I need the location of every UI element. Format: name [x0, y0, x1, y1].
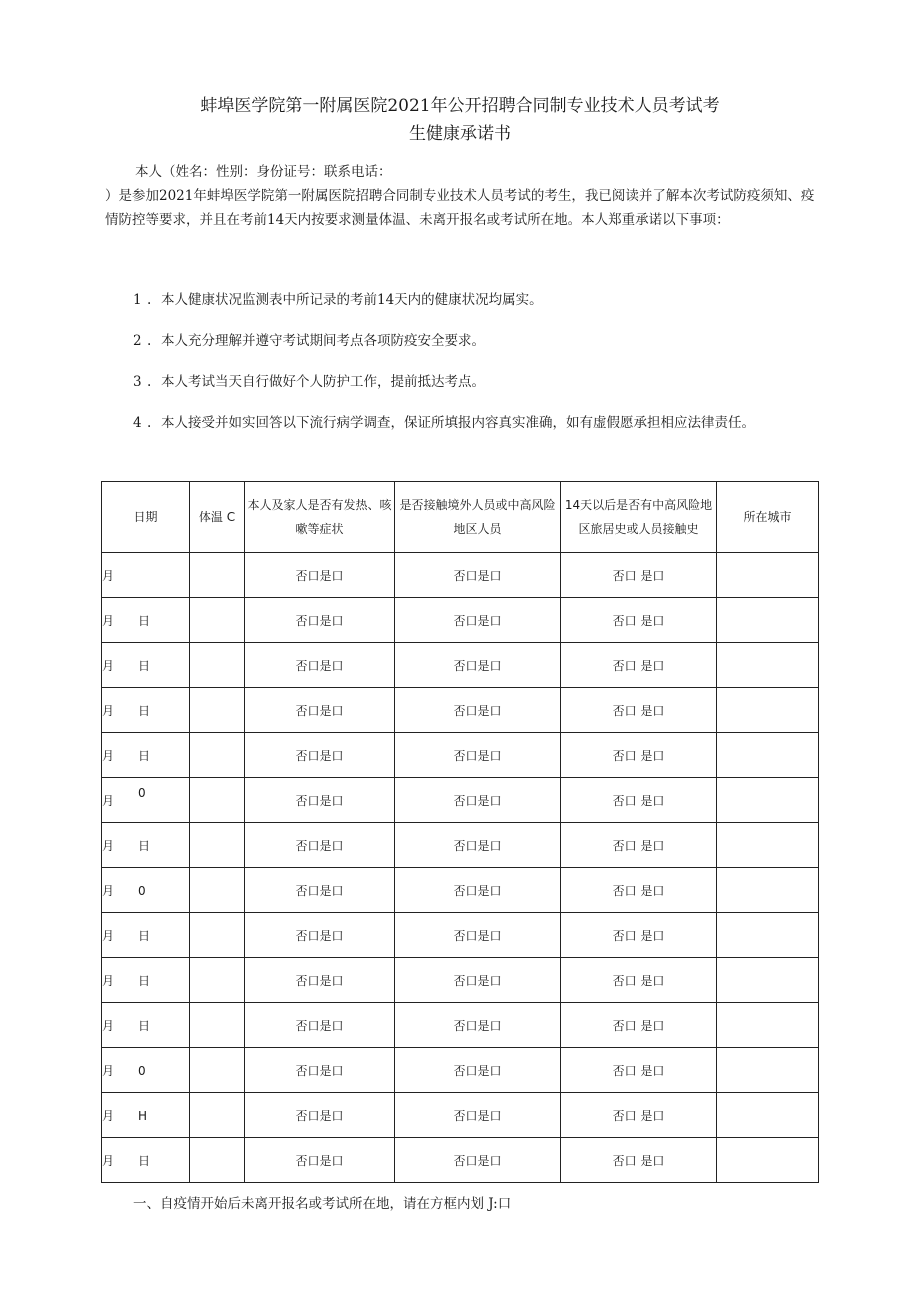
day-label: 日 [138, 1018, 151, 1033]
pledge-item-number: 2 [133, 333, 142, 349]
city-cell[interactable] [717, 1138, 819, 1183]
travel-history-choice[interactable]: 否口 是口 [561, 643, 717, 688]
contact-choice[interactable]: 否口是口 [395, 688, 561, 733]
table-row [102, 913, 819, 958]
symptoms-choice[interactable]: 否口是口 [245, 823, 395, 868]
symptoms-choice[interactable]: 否口是口 [245, 1093, 395, 1138]
day-label: 日 [138, 838, 151, 853]
symptoms-choice[interactable]: 否口是口 [245, 913, 395, 958]
header-symptoms: 本人及家人是否有发热、咳嗽等症状 [245, 482, 395, 553]
table-row [102, 1003, 819, 1048]
day-label: 0 [138, 1063, 146, 1078]
day-label: 日 [138, 1153, 151, 1168]
travel-history-choice[interactable]: 否口 是口 [561, 913, 717, 958]
month-label: 月 [102, 928, 115, 943]
month-label: 月 [102, 568, 115, 583]
month-label: 月 [102, 883, 115, 898]
header-contact: 是否接触境外人员或中高风险地区人员 [395, 482, 561, 553]
day-label: 日 [138, 748, 151, 763]
health-monitoring-table [101, 481, 819, 1183]
symptoms-choice[interactable]: 否口是口 [245, 688, 395, 733]
contact-choice[interactable]: 否口是口 [395, 913, 561, 958]
month-label: 月 [102, 1018, 115, 1033]
travel-history-choice[interactable]: 否口 是口 [561, 733, 717, 778]
contact-choice[interactable]: 否口是口 [395, 1003, 561, 1048]
city-cell[interactable] [717, 553, 819, 598]
month-label: 月 [102, 973, 115, 988]
pledge-item-4: 4 . 本人接受并如实回答以下流行病学调查，保证所填报内容真实准确，如有虚假愿承担相应法律责任。 [133, 411, 823, 435]
month-label: 月 [102, 658, 115, 673]
day-label: 日 [138, 658, 151, 673]
month-label: 月 [102, 613, 115, 628]
city-cell[interactable] [717, 688, 819, 733]
city-cell[interactable] [717, 958, 819, 1003]
contact-choice[interactable]: 否口是口 [395, 823, 561, 868]
travel-history-choice[interactable]: 否口 是口 [561, 598, 717, 643]
city-cell[interactable] [717, 1093, 819, 1138]
temperature-cell[interactable] [190, 1048, 245, 1093]
date-cell[interactable] [102, 688, 190, 733]
header-travel-history: 14天以后是否有中高风险地区旅居史或人员接触史 [561, 482, 717, 553]
travel-history-choice[interactable]: 否口 是口 [561, 688, 717, 733]
title-line-2: 生健康承诺书 [409, 124, 511, 144]
table-row [102, 868, 819, 913]
date-cell[interactable] [102, 598, 190, 643]
contact-choice[interactable]: 否口是口 [395, 1093, 561, 1138]
symptoms-choice[interactable]: 否口是口 [245, 778, 395, 823]
date-cell[interactable] [102, 553, 190, 598]
travel-history-choice[interactable]: 否口 是口 [561, 1003, 717, 1048]
intro-body: ）是参加2021年蚌埠医学院第一附属医院招聘合同制专业技术人员考试的考生，我已阅读并了解本次考试防疫须知、疫情防控等要求，并且在考前14天内按要求测量体温、未离开报名或考试所在地。本人郑重承诺以下事项： [105, 188, 815, 228]
travel-history-choice[interactable]: 否口 是口 [561, 1138, 717, 1183]
symptoms-choice[interactable]: 否口是口 [245, 868, 395, 913]
table-row [102, 823, 819, 868]
contact-choice[interactable]: 否口是口 [395, 598, 561, 643]
symptoms-choice[interactable]: 否口是口 [245, 1048, 395, 1093]
day-label: 日 [138, 973, 151, 988]
city-cell[interactable] [717, 1048, 819, 1093]
temperature-cell[interactable] [190, 1003, 245, 1048]
contact-choice[interactable]: 否口是口 [395, 868, 561, 913]
temperature-cell[interactable] [190, 1093, 245, 1138]
travel-history-choice[interactable]: 否口 是口 [561, 778, 717, 823]
pledge-item-2: 2 . 本人充分理解并遵守考试期间考点各项防疫安全要求。 [133, 329, 823, 353]
symptoms-choice[interactable]: 否口是口 [245, 1138, 395, 1183]
city-cell[interactable] [717, 643, 819, 688]
day-label: 0 [138, 785, 146, 800]
temperature-cell[interactable] [190, 913, 245, 958]
temperature-cell[interactable] [190, 1138, 245, 1183]
travel-history-choice[interactable]: 否口 是口 [561, 868, 717, 913]
table-header-row [102, 482, 819, 553]
table-row [102, 643, 819, 688]
date-cell[interactable] [102, 1048, 190, 1093]
pledge-item-text: 本人考试当天自行做好个人防护工作，提前抵达考点。 [161, 374, 485, 390]
travel-history-choice[interactable]: 否口 是口 [561, 958, 717, 1003]
contact-choice[interactable]: 否口是口 [395, 553, 561, 598]
table-row [102, 733, 819, 778]
intro-line-1: 本人（姓名：性别：身份证号：联系电话： [135, 164, 392, 180]
travel-history-choice[interactable]: 否口 是口 [561, 823, 717, 868]
month-label: 月 [102, 1063, 115, 1078]
pledge-item-1: 1 . 本人健康状况监测表中所记录的考前14天内的健康状况均属实。 [133, 288, 823, 312]
symptoms-choice[interactable]: 否口是口 [245, 643, 395, 688]
temperature-cell[interactable] [190, 643, 245, 688]
contact-choice[interactable]: 否口是口 [395, 733, 561, 778]
travel-history-choice[interactable]: 否口 是口 [561, 553, 717, 598]
date-cell[interactable] [102, 823, 190, 868]
pledge-item-3: 3 . 本人考试当天自行做好个人防护工作，提前抵达考点。 [133, 370, 823, 394]
contact-choice[interactable]: 否口是口 [395, 643, 561, 688]
document-title [150, 92, 770, 148]
date-cell[interactable] [102, 868, 190, 913]
travel-history-choice[interactable]: 否口 是口 [561, 1093, 717, 1138]
city-cell[interactable] [717, 778, 819, 823]
city-cell[interactable] [717, 598, 819, 643]
contact-choice[interactable]: 否口是口 [395, 1138, 561, 1183]
day-label: H [138, 1108, 148, 1123]
date-cell[interactable] [102, 1138, 190, 1183]
temperature-cell[interactable] [190, 823, 245, 868]
month-label: 月 [102, 1108, 115, 1123]
pledge-item-text: 本人健康状况监测表中所记录的考前14天内的健康状况均属实。 [161, 292, 543, 308]
contact-choice[interactable]: 否口是口 [395, 778, 561, 823]
month-label: 月 [102, 793, 115, 808]
footer-note: 一、自疫情开始后未离开报名或考试所在地，请在方框内划 J:口 [133, 1196, 512, 1212]
travel-history-choice[interactable]: 否口 是口 [561, 1048, 717, 1093]
temperature-cell[interactable] [190, 688, 245, 733]
table-row [102, 688, 819, 733]
pledge-item-number: 1 [133, 292, 142, 308]
date-cell[interactable] [102, 643, 190, 688]
pledge-item-text: 本人充分理解并遵守考试期间考点各项防疫安全要求。 [161, 333, 485, 349]
symptoms-choice[interactable]: 否口是口 [245, 1003, 395, 1048]
pledge-item-text: 本人接受并如实回答以下流行病学调查，保证所填报内容真实准确，如有虚假愿承担相应法律责任。 [161, 415, 755, 431]
header-city: 所在城市 [717, 482, 819, 553]
temperature-cell[interactable] [190, 598, 245, 643]
date-cell[interactable] [102, 1003, 190, 1048]
title-line-1: 蚌埠医学院第一附属医院2021年公开招聘合同制专业技术人员考试考 [200, 96, 720, 116]
month-label: 月 [102, 703, 115, 718]
date-cell[interactable] [102, 1093, 190, 1138]
symptoms-choice[interactable]: 否口是口 [245, 598, 395, 643]
temperature-cell[interactable] [190, 733, 245, 778]
city-cell[interactable] [717, 733, 819, 778]
table-row [102, 778, 819, 823]
day-label: 日 [138, 703, 151, 718]
contact-choice[interactable]: 否口是口 [395, 958, 561, 1003]
temperature-cell[interactable] [190, 553, 245, 598]
table-row [102, 958, 819, 1003]
month-label: 月 [102, 838, 115, 853]
city-cell[interactable] [717, 913, 819, 958]
table-row [102, 1138, 819, 1183]
symptoms-choice[interactable]: 否口是口 [245, 553, 395, 598]
date-cell[interactable] [102, 913, 190, 958]
city-cell[interactable] [717, 1003, 819, 1048]
city-cell[interactable] [717, 868, 819, 913]
temperature-cell[interactable] [190, 958, 245, 1003]
date-cell[interactable] [102, 958, 190, 1003]
symptoms-choice[interactable]: 否口是口 [245, 733, 395, 778]
temperature-cell[interactable] [190, 778, 245, 823]
table-row [102, 598, 819, 643]
temperature-cell[interactable] [190, 868, 245, 913]
day-label: 日 [138, 928, 151, 943]
day-label: 0 [138, 883, 146, 898]
table-row [102, 1093, 819, 1138]
table-body [102, 553, 819, 1183]
symptoms-choice[interactable]: 否口是口 [245, 958, 395, 1003]
pledge-item-number: 4 [133, 415, 142, 431]
table-row [102, 553, 819, 598]
table-row [102, 1048, 819, 1093]
pledge-item-number: 3 [133, 374, 142, 390]
city-cell[interactable] [717, 823, 819, 868]
day-label: 日 [138, 613, 151, 628]
date-cell[interactable] [102, 733, 190, 778]
header-date: 日期 [102, 482, 190, 553]
contact-choice[interactable]: 否口是口 [395, 1048, 561, 1093]
month-label: 月 [102, 748, 115, 763]
header-temperature: 体温 C [190, 482, 245, 553]
date-cell[interactable] [102, 778, 190, 823]
intro-paragraph [105, 160, 820, 232]
month-label: 月 [102, 1153, 115, 1168]
